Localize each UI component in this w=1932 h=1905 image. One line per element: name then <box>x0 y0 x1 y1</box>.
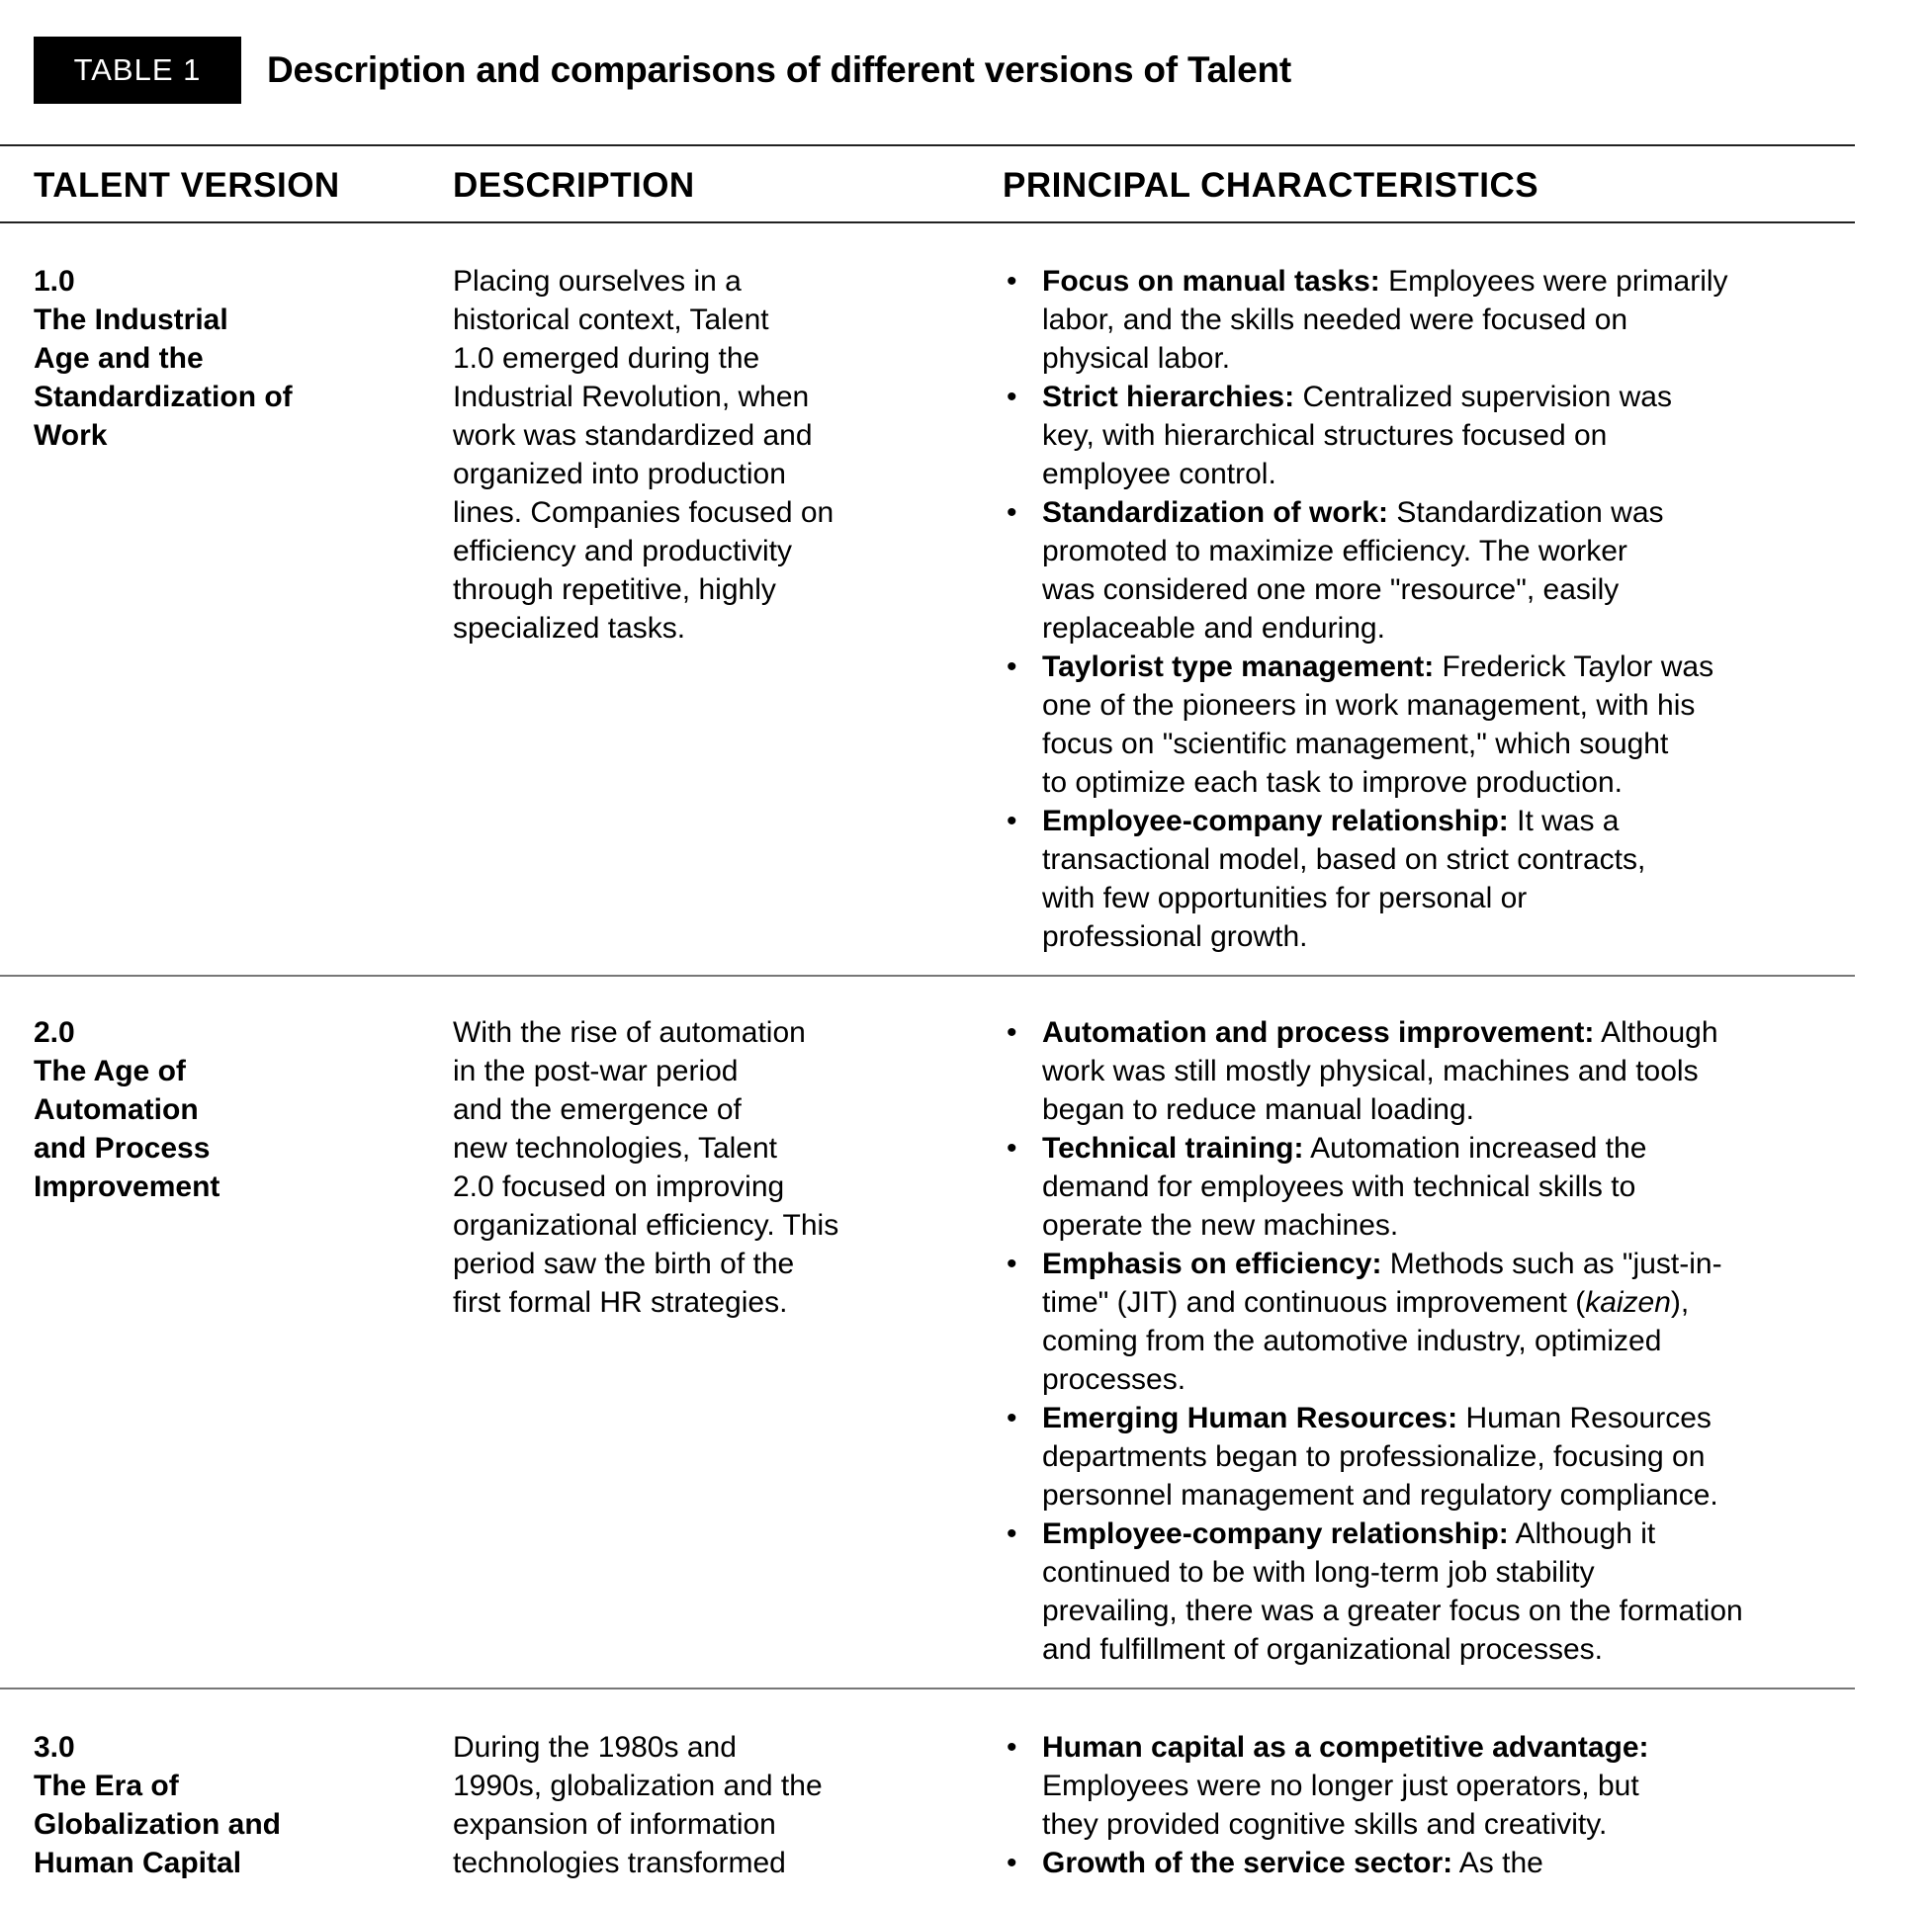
characteristic-text-line: coming from the automotive industry, optimized <box>1042 1325 1662 1357</box>
talent-version-name-line: Improvement <box>34 1170 220 1203</box>
bullet-icon: • <box>1007 381 1017 413</box>
column-header-talent-version: TALENT VERSION <box>34 166 340 205</box>
talent-version-number: 2.0 <box>34 1016 75 1049</box>
talent-version-name-line: The Age of <box>34 1055 186 1087</box>
talent-version-name-line: Human Capital <box>34 1847 242 1879</box>
description-line: specialized tasks. <box>453 612 686 645</box>
description-line: 1.0 emerged during the <box>453 342 760 375</box>
bullet-icon: • <box>1007 1517 1017 1550</box>
description-line: 1990s, globalization and the <box>453 1770 823 1802</box>
italic-term: kaizen <box>1585 1286 1671 1319</box>
characteristic-first-line <box>1042 1399 1912 1437</box>
characteristic-text: It was a <box>1508 805 1620 837</box>
characteristic-term: Emphasis on efficiency: <box>1042 1248 1382 1280</box>
characteristic-first-line <box>1042 1515 1912 1553</box>
characteristic-text-line: transactional model, based on strict contracts, <box>1042 843 1646 876</box>
talent-version-name-line: Work <box>34 419 108 452</box>
characteristic-item <box>1003 802 1912 956</box>
characteristic-term: Emerging Human Resources: <box>1042 1402 1458 1434</box>
characteristic-first-line <box>1042 378 1912 416</box>
characteristic-text: Human Resources <box>1457 1402 1712 1434</box>
description-line: expansion of information <box>453 1808 776 1841</box>
characteristic-item <box>1003 1844 1912 1882</box>
description-line: in the post-war period <box>453 1055 739 1087</box>
description-line: historical context, Talent <box>453 303 769 336</box>
talent-version-cell <box>34 1013 429 1206</box>
characteristic-text: ), <box>1670 1286 1690 1319</box>
description-line: During the 1980s and <box>453 1731 737 1764</box>
characteristic-text-line: continued to be with long-term job stability <box>1042 1556 1595 1589</box>
characteristic-text-line: focus on "scientific management," which sought <box>1042 728 1669 760</box>
characteristic-item <box>1003 1129 1912 1245</box>
characteristic-term: Automation and process improvement: <box>1042 1016 1595 1049</box>
bullet-icon: • <box>1007 1731 1017 1764</box>
characteristic-term: Growth of the service sector: <box>1042 1847 1453 1879</box>
characteristic-term: Taylorist type management: <box>1042 650 1435 683</box>
talent-version-number: 1.0 <box>34 265 75 298</box>
description-line: organizational efficiency. This <box>453 1209 839 1242</box>
description-line: Industrial Revolution, when <box>453 381 810 413</box>
characteristic-text-line: and fulfillment of organizational processes. <box>1042 1633 1603 1666</box>
characteristic-item <box>1003 1245 1912 1399</box>
characteristic-item <box>1003 493 1912 648</box>
characteristic-text-line: professional growth. <box>1042 920 1308 953</box>
row-separator <box>0 975 1855 977</box>
table-title: Description and comparisons of different versions of Talent <box>267 49 1292 90</box>
talent-version-name-line: Automation <box>34 1093 199 1126</box>
characteristic-text-line: work was still mostly physical, machines and tools <box>1042 1055 1699 1087</box>
talent-version-name-line: Age and the <box>34 342 204 375</box>
table-number-badge: TABLE 1 <box>34 37 241 104</box>
bullet-icon: • <box>1007 1248 1017 1280</box>
bullet-icon: • <box>1007 650 1017 683</box>
description-cell <box>453 262 967 648</box>
characteristic-text-line: to optimize each task to improve production. <box>1042 766 1623 799</box>
characteristic-item <box>1003 648 1912 802</box>
characteristic-first-line <box>1042 1245 1912 1283</box>
characteristic-text-line: replaceable and enduring. <box>1042 612 1385 645</box>
header-top-rule <box>0 144 1855 146</box>
characteristic-first-line <box>1042 802 1912 840</box>
talent-version-name-line: and Process <box>34 1132 211 1165</box>
characteristic-item <box>1003 1515 1912 1669</box>
characteristic-text-line: Employees were no longer just operators, but <box>1042 1770 1639 1802</box>
bullet-icon: • <box>1007 1847 1017 1879</box>
characteristic-text: Although it <box>1508 1517 1656 1550</box>
description-line: first formal HR strategies. <box>453 1286 788 1319</box>
bullet-icon: • <box>1007 265 1017 298</box>
characteristic-text-line: operate the new machines. <box>1042 1209 1399 1242</box>
characteristic-text-line: processes. <box>1042 1363 1186 1396</box>
characteristic-text-line: physical labor. <box>1042 342 1231 375</box>
characteristic-text-line: promoted to maximize efficiency. The worker <box>1042 535 1627 567</box>
characteristic-text-line: with few opportunities for personal or <box>1042 882 1528 914</box>
characteristic-text-line: labor, and the skills needed were focused on <box>1042 303 1628 336</box>
description-line: new technologies, Talent <box>453 1132 778 1165</box>
characteristic-text: Although <box>1594 1016 1718 1049</box>
description-line: technologies transformed <box>453 1847 786 1879</box>
characteristic-text-line: key, with hierarchical structures focused on <box>1042 419 1608 452</box>
characteristic-text: Methods such as "just-in- <box>1381 1248 1722 1280</box>
description-line: work was standardized and <box>453 419 813 452</box>
characteristic-text-line: personnel management and regulatory compliance. <box>1042 1479 1718 1512</box>
column-header-principal-characteristics: PRINCIPAL CHARACTERISTICS <box>1003 166 1539 205</box>
characteristic-term: Human capital as a competitive advantage: <box>1042 1731 1649 1764</box>
description-line: period saw the birth of the <box>453 1248 795 1280</box>
characteristic-first-line <box>1042 1013 1912 1052</box>
description-line: and the emergence of <box>453 1093 742 1126</box>
characteristic-term: Focus on manual tasks: <box>1042 265 1380 298</box>
talent-version-name-line: Standardization of <box>34 381 293 413</box>
talent-version-name-line: The Era of <box>34 1770 179 1802</box>
talent-version-cell <box>34 1728 429 1882</box>
characteristic-text-line: demand for employees with technical skills to <box>1042 1170 1636 1203</box>
bullet-icon: • <box>1007 1016 1017 1049</box>
characteristic-text: Frederick Taylor was <box>1434 650 1714 683</box>
characteristics-list <box>1003 1728 1912 1882</box>
header-bottom-rule <box>0 221 1855 223</box>
characteristic-first-line <box>1042 648 1912 686</box>
characteristic-text-line: they provided cognitive skills and creativity. <box>1042 1808 1608 1841</box>
characteristic-term: Standardization of work: <box>1042 496 1389 529</box>
bullet-icon: • <box>1007 805 1017 837</box>
column-header-description: DESCRIPTION <box>453 166 695 205</box>
characteristic-text: Employees were primarily <box>1379 265 1728 298</box>
characteristic-item <box>1003 262 1912 378</box>
characteristic-item <box>1003 378 1912 493</box>
characteristic-text-line: began to reduce manual loading. <box>1042 1093 1474 1126</box>
characteristic-term: Employee-company relationship: <box>1042 805 1509 837</box>
characteristic-term: Strict hierarchies: <box>1042 381 1295 413</box>
bullet-icon: • <box>1007 496 1017 529</box>
characteristic-text-line: was considered one more "resource", easily <box>1042 573 1620 606</box>
characteristic-text-line: departments began to professionalize, focusing on <box>1042 1440 1706 1473</box>
characteristic-first-line <box>1042 1129 1912 1168</box>
characteristics-list <box>1003 1013 1912 1669</box>
talent-version-name-line: The Industrial <box>34 303 228 336</box>
characteristic-item <box>1003 1728 1912 1844</box>
characteristic-text-line: prevailing, there was a greater focus on the formation <box>1042 1595 1743 1627</box>
characteristic-text-line: one of the pioneers in work management, with his <box>1042 689 1696 722</box>
bullet-icon: • <box>1007 1132 1017 1165</box>
description-line: efficiency and productivity <box>453 535 792 567</box>
characteristic-text-line: time" (JIT) and continuous improvement (kaizen), <box>1042 1286 1690 1319</box>
bullet-icon: • <box>1007 1402 1017 1434</box>
characteristic-term: Employee-company relationship: <box>1042 1517 1509 1550</box>
characteristic-term: Technical training: <box>1042 1132 1304 1165</box>
description-line: through repetitive, highly <box>453 573 776 606</box>
characteristic-item <box>1003 1399 1912 1515</box>
talent-version-cell <box>34 262 429 455</box>
characteristic-first-line <box>1042 1728 1912 1767</box>
description-line: With the rise of automation <box>453 1016 806 1049</box>
characteristic-text: Standardization was <box>1388 496 1664 529</box>
talent-version-name-line: Globalization and <box>34 1808 282 1841</box>
description-line: organized into production <box>453 458 786 490</box>
description-line: lines. Companies focused on <box>453 496 834 529</box>
characteristic-first-line <box>1042 493 1912 532</box>
characteristic-first-line <box>1042 262 1912 301</box>
row-separator <box>0 1688 1855 1689</box>
description-line: Placing ourselves in a <box>453 265 742 298</box>
characteristic-item <box>1003 1013 1912 1129</box>
characteristic-first-line <box>1042 1844 1912 1882</box>
description-line: 2.0 focused on improving <box>453 1170 785 1203</box>
description-cell <box>453 1728 967 1882</box>
characteristic-text: Automation increased the <box>1303 1132 1647 1165</box>
talent-version-number: 3.0 <box>34 1731 75 1764</box>
characteristic-text: Centralized supervision was <box>1294 381 1672 413</box>
description-cell <box>453 1013 967 1322</box>
table-title-row <box>34 37 1291 104</box>
characteristic-text-line: employee control. <box>1042 458 1276 490</box>
characteristics-list <box>1003 262 1912 956</box>
characteristic-text: As the <box>1452 1847 1543 1879</box>
